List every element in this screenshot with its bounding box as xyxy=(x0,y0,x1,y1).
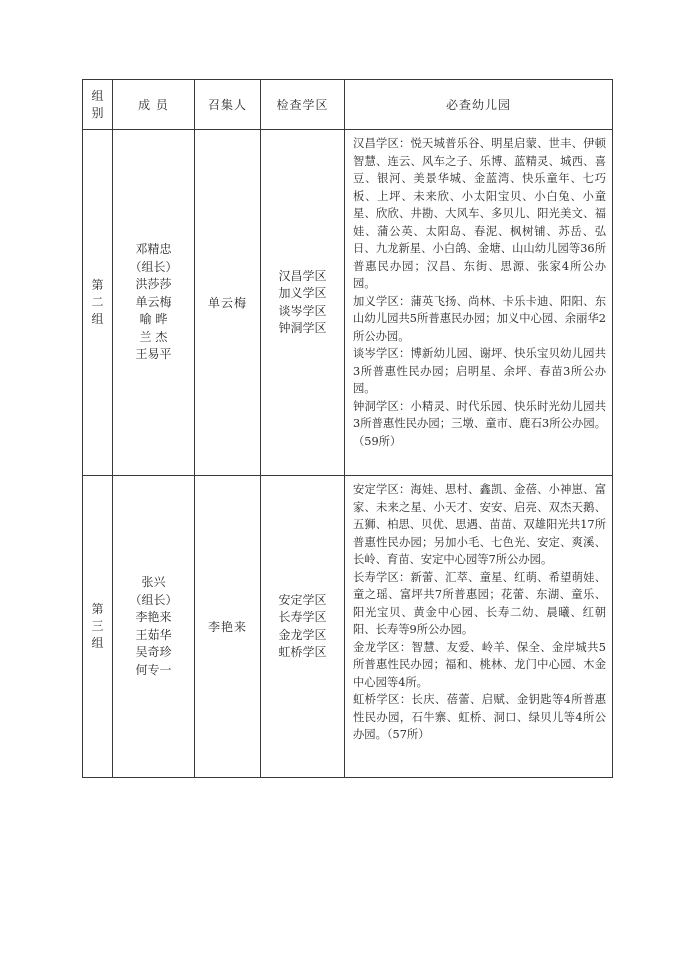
kindergartens-cell xyxy=(345,130,613,476)
district-name: 谈岑学区 xyxy=(278,303,327,318)
district-kindergarten-paragraph: 谈岑学区：博新幼儿园、谢坪、快乐宝贝幼儿园共3所普惠性民办园；启明星、余坪、春苗3所公办园。 xyxy=(353,347,606,395)
group-char: 二 xyxy=(91,295,104,309)
district-name: 钟洞学区 xyxy=(278,321,327,335)
member-name: 李艳来 xyxy=(135,610,172,624)
district-kindergarten-paragraph: 钟洞学区：小精灵、时代乐园、快乐时光幼儿园共3所普惠性民办园；三墩、童市、鹿石3所公办园。（59所） xyxy=(353,399,606,448)
district-kindergarten-paragraph: 金龙学区：智慧、友爱、岭羊、保全、金岸城共5所普惠性民办园；福和、桃林、龙门中心园、木金中心园等4所。 xyxy=(353,640,606,689)
districts-cell xyxy=(261,476,345,778)
district-kindergarten-paragraph: 安定学区：海娃、思村、鑫凯、金蓓、小神崽、富家、未来之星、小天才、安安、启亮、双杰天鹅、五狮、柏思、贝优、思遇、苗苗、双雄阳光共17所普惠性民办园；另加小毛、七色光、安定、爽溪、长岭、育苗、安定中心园等7所公办园。 xyxy=(353,483,606,566)
header-convener: 召集人 xyxy=(195,80,261,130)
member-name: 兰 杰 xyxy=(139,329,168,344)
member-name: 何专一 xyxy=(135,662,172,677)
district-name: 虹桥学区 xyxy=(278,645,327,659)
inspection-table xyxy=(82,79,613,778)
group-label-cell xyxy=(83,130,113,476)
member-name: 王茹华 xyxy=(135,627,172,642)
member-name: 洪莎莎 xyxy=(135,277,172,292)
district-name: 长寿学区 xyxy=(278,610,327,624)
header-group xyxy=(83,80,113,130)
district-kindergarten-paragraph: 虹桥学区：长庆、蓓蕾、启赋、金钥匙等4所普惠性民办园，石牛寨、虹桥、洞口、绿贝儿等4所公办园。（57所） xyxy=(353,693,606,741)
group-char: 三 xyxy=(91,619,104,633)
table-row-group-2 xyxy=(83,130,613,476)
district-name: 汉昌学区 xyxy=(278,268,327,283)
table-row-group-3 xyxy=(83,476,613,778)
group-char: 第 xyxy=(91,278,104,292)
kindergartens-cell xyxy=(345,476,613,778)
group-label-cell xyxy=(83,476,113,778)
member-role: （组长） xyxy=(129,592,178,607)
convener-cell: 李艳来 xyxy=(195,476,261,778)
members-cell xyxy=(113,130,195,476)
header-row xyxy=(83,80,613,130)
district-kindergarten-paragraph: 长寿学区：新蕾、汇萃、童星、红萌、希望萌娃、童之瑶、富坪共7所普惠园；花蕾、东湖、童乐、阳光宝贝、黄金中心园、长寿二幼、晨曦、红朝阳、长寿等9所公办园。 xyxy=(353,570,606,636)
member-name: 单云梅 xyxy=(135,294,172,309)
district-name: 加义学区 xyxy=(278,286,327,300)
convener-cell: 单云梅 xyxy=(195,130,261,476)
districts-cell xyxy=(261,130,345,476)
member-name: 张兴 xyxy=(141,575,166,589)
header-districts: 检查学区 xyxy=(261,80,345,130)
member-name: 喻 晔 xyxy=(139,312,168,327)
members-cell xyxy=(113,476,195,778)
district-name: 安定学区 xyxy=(278,592,327,607)
header-group-line1: 组 xyxy=(91,88,104,103)
member-name: 吴奇珍 xyxy=(135,645,172,659)
header-group-line2: 别 xyxy=(91,105,104,120)
group-char: 第 xyxy=(91,602,104,616)
member-role: （组长） xyxy=(129,259,178,274)
header-members: 成 员 xyxy=(113,80,195,130)
header-kindergartens: 必查幼儿园 xyxy=(345,80,613,130)
district-name: 金龙学区 xyxy=(278,627,327,642)
member-name: 邓精忠 xyxy=(135,242,172,257)
group-char: 组 xyxy=(91,636,104,650)
district-kindergarten-paragraph: 加义学区：蒲英飞扬、尚林、卡乐卡迪、阳阳、东山幼儿园共5所普惠民办园；加义中心园、余丽华2所公办园。 xyxy=(353,294,606,343)
district-kindergarten-paragraph: 汉昌学区：悦天城普乐谷、明星启蒙、世丰、伊顿智慧、连云、风车之子、乐博、蓝精灵、城西、喜豆、银河、美景华城、金蓝湾、快乐童年、七巧板、上坪、未来欣、小太阳宝贝、小白兔、小童星、欣欣、井勘、大风车、多贝儿、阳光美文、福娃、蒲公英、太阳岛、春泥、枫树铺、苏岳、弘日、九龙新星、小白鸽、金塘、山山幼儿园等36所普惠民办园；汉昌、东街、思源、张家4所公办园。 xyxy=(353,137,606,290)
group-char: 组 xyxy=(91,312,104,326)
member-name: 王易平 xyxy=(135,347,172,362)
